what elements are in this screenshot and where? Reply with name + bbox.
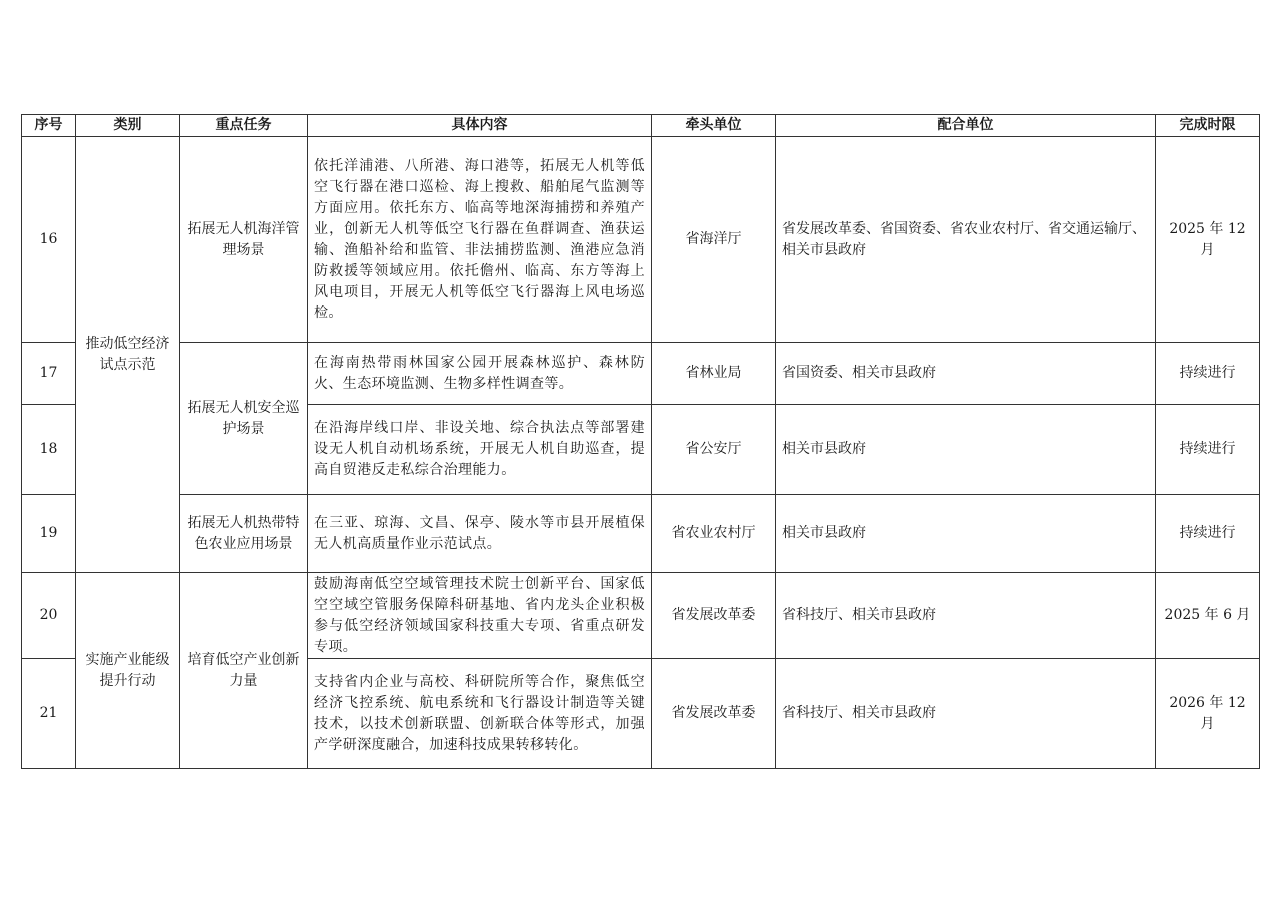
deadline-cell: 持续进行 — [1156, 343, 1260, 405]
partner-units-cell: 相关市县政府 — [776, 405, 1156, 495]
deadline-cell: 持续进行 — [1156, 405, 1260, 495]
header-seq: 序号 — [22, 115, 76, 137]
table-row — [22, 343, 1260, 405]
content-cell: 依托洋浦港、八所港、海口港等，拓展无人机等低空飞行器在港口巡检、海上搜救、船舶尾气监测等方面应用。依托东方、临高等地深海捕捞和养殖产业，创新无人机等低空飞行器在鱼群调查、渔获运输、渔船补给和监管、非法捕捞监测、渔港应急消防救援等领域应用。依托儋州、临高、东方等海上风电项目，开展无人机等低空飞行器海上风电场巡检。 — [308, 137, 652, 343]
lead-unit-cell: 省林业局 — [652, 343, 776, 405]
header-task: 重点任务 — [180, 115, 308, 137]
lead-unit-cell: 省公安厅 — [652, 405, 776, 495]
header-deadline: 完成时限 — [1156, 115, 1260, 137]
deadline-cell: 2025 年 12 月 — [1156, 137, 1260, 343]
task-cell: 培育低空产业创新力量 — [180, 573, 308, 769]
deadline-cell: 2026 年 12 月 — [1156, 659, 1260, 769]
category-cell: 实施产业能级提升行动 — [76, 573, 180, 769]
header-category: 类别 — [76, 115, 180, 137]
deadline-cell: 2025 年 6 月 — [1156, 573, 1260, 659]
partner-units-cell: 省国资委、相关市县政府 — [776, 343, 1156, 405]
table-row — [22, 137, 1260, 343]
seq-cell: 21 — [22, 659, 76, 769]
seq-cell: 16 — [22, 137, 76, 343]
header-row — [22, 115, 1260, 137]
lead-unit-cell: 省发展改革委 — [652, 573, 776, 659]
partner-units-cell: 省发展改革委、省国资委、省农业农村厅、省交通运输厅、相关市县政府 — [776, 137, 1156, 343]
header-content: 具体内容 — [308, 115, 652, 137]
table-row — [22, 495, 1260, 573]
partner-units-cell: 相关市县政府 — [776, 495, 1156, 573]
task-cell: 拓展无人机安全巡护场景 — [180, 343, 308, 495]
deadline-cell: 持续进行 — [1156, 495, 1260, 573]
seq-cell: 19 — [22, 495, 76, 573]
seq-cell: 17 — [22, 343, 76, 405]
lead-unit-cell: 省农业农村厅 — [652, 495, 776, 573]
partner-units-cell: 省科技厅、相关市县政府 — [776, 659, 1156, 769]
lead-unit-cell: 省海洋厅 — [652, 137, 776, 343]
content-cell: 在沿海岸线口岸、非设关地、综合执法点等部署建设无人机自动机场系统，开展无人机自助巡查，提高自贸港反走私综合治理能力。 — [308, 405, 652, 495]
category-cell: 推动低空经济试点示范 — [76, 137, 180, 573]
content-cell: 在海南热带雨林国家公园开展森林巡护、森林防火、生态环境监测、生物多样性调查等。 — [308, 343, 652, 405]
content-cell: 鼓励海南低空空域管理技术院士创新平台、国家低空空域空管服务保障科研基地、省内龙头企业积极参与低空经济领域国家科技重大专项、省重点研发专项。 — [308, 573, 652, 659]
task-cell: 拓展无人机海洋管理场景 — [180, 137, 308, 343]
seq-cell: 20 — [22, 573, 76, 659]
seq-cell: 18 — [22, 405, 76, 495]
content-cell: 支持省内企业与高校、科研院所等合作，聚焦低空经济飞控系统、航电系统和飞行器设计制造等关键技术，以技术创新联盟、创新联合体等形式，加强产学研深度融合，加速科技成果转移转化。 — [308, 659, 652, 769]
content-cell: 在三亚、琼海、文昌、保亭、陵水等市县开展植保无人机高质量作业示范试点。 — [308, 495, 652, 573]
task-cell: 拓展无人机热带特色农业应用场景 — [180, 495, 308, 573]
header-partner-units: 配合单位 — [776, 115, 1156, 137]
task-table — [21, 114, 1260, 769]
header-lead-unit: 牵头单位 — [652, 115, 776, 137]
partner-units-cell: 省科技厅、相关市县政府 — [776, 573, 1156, 659]
table-row — [22, 573, 1260, 659]
lead-unit-cell: 省发展改革委 — [652, 659, 776, 769]
